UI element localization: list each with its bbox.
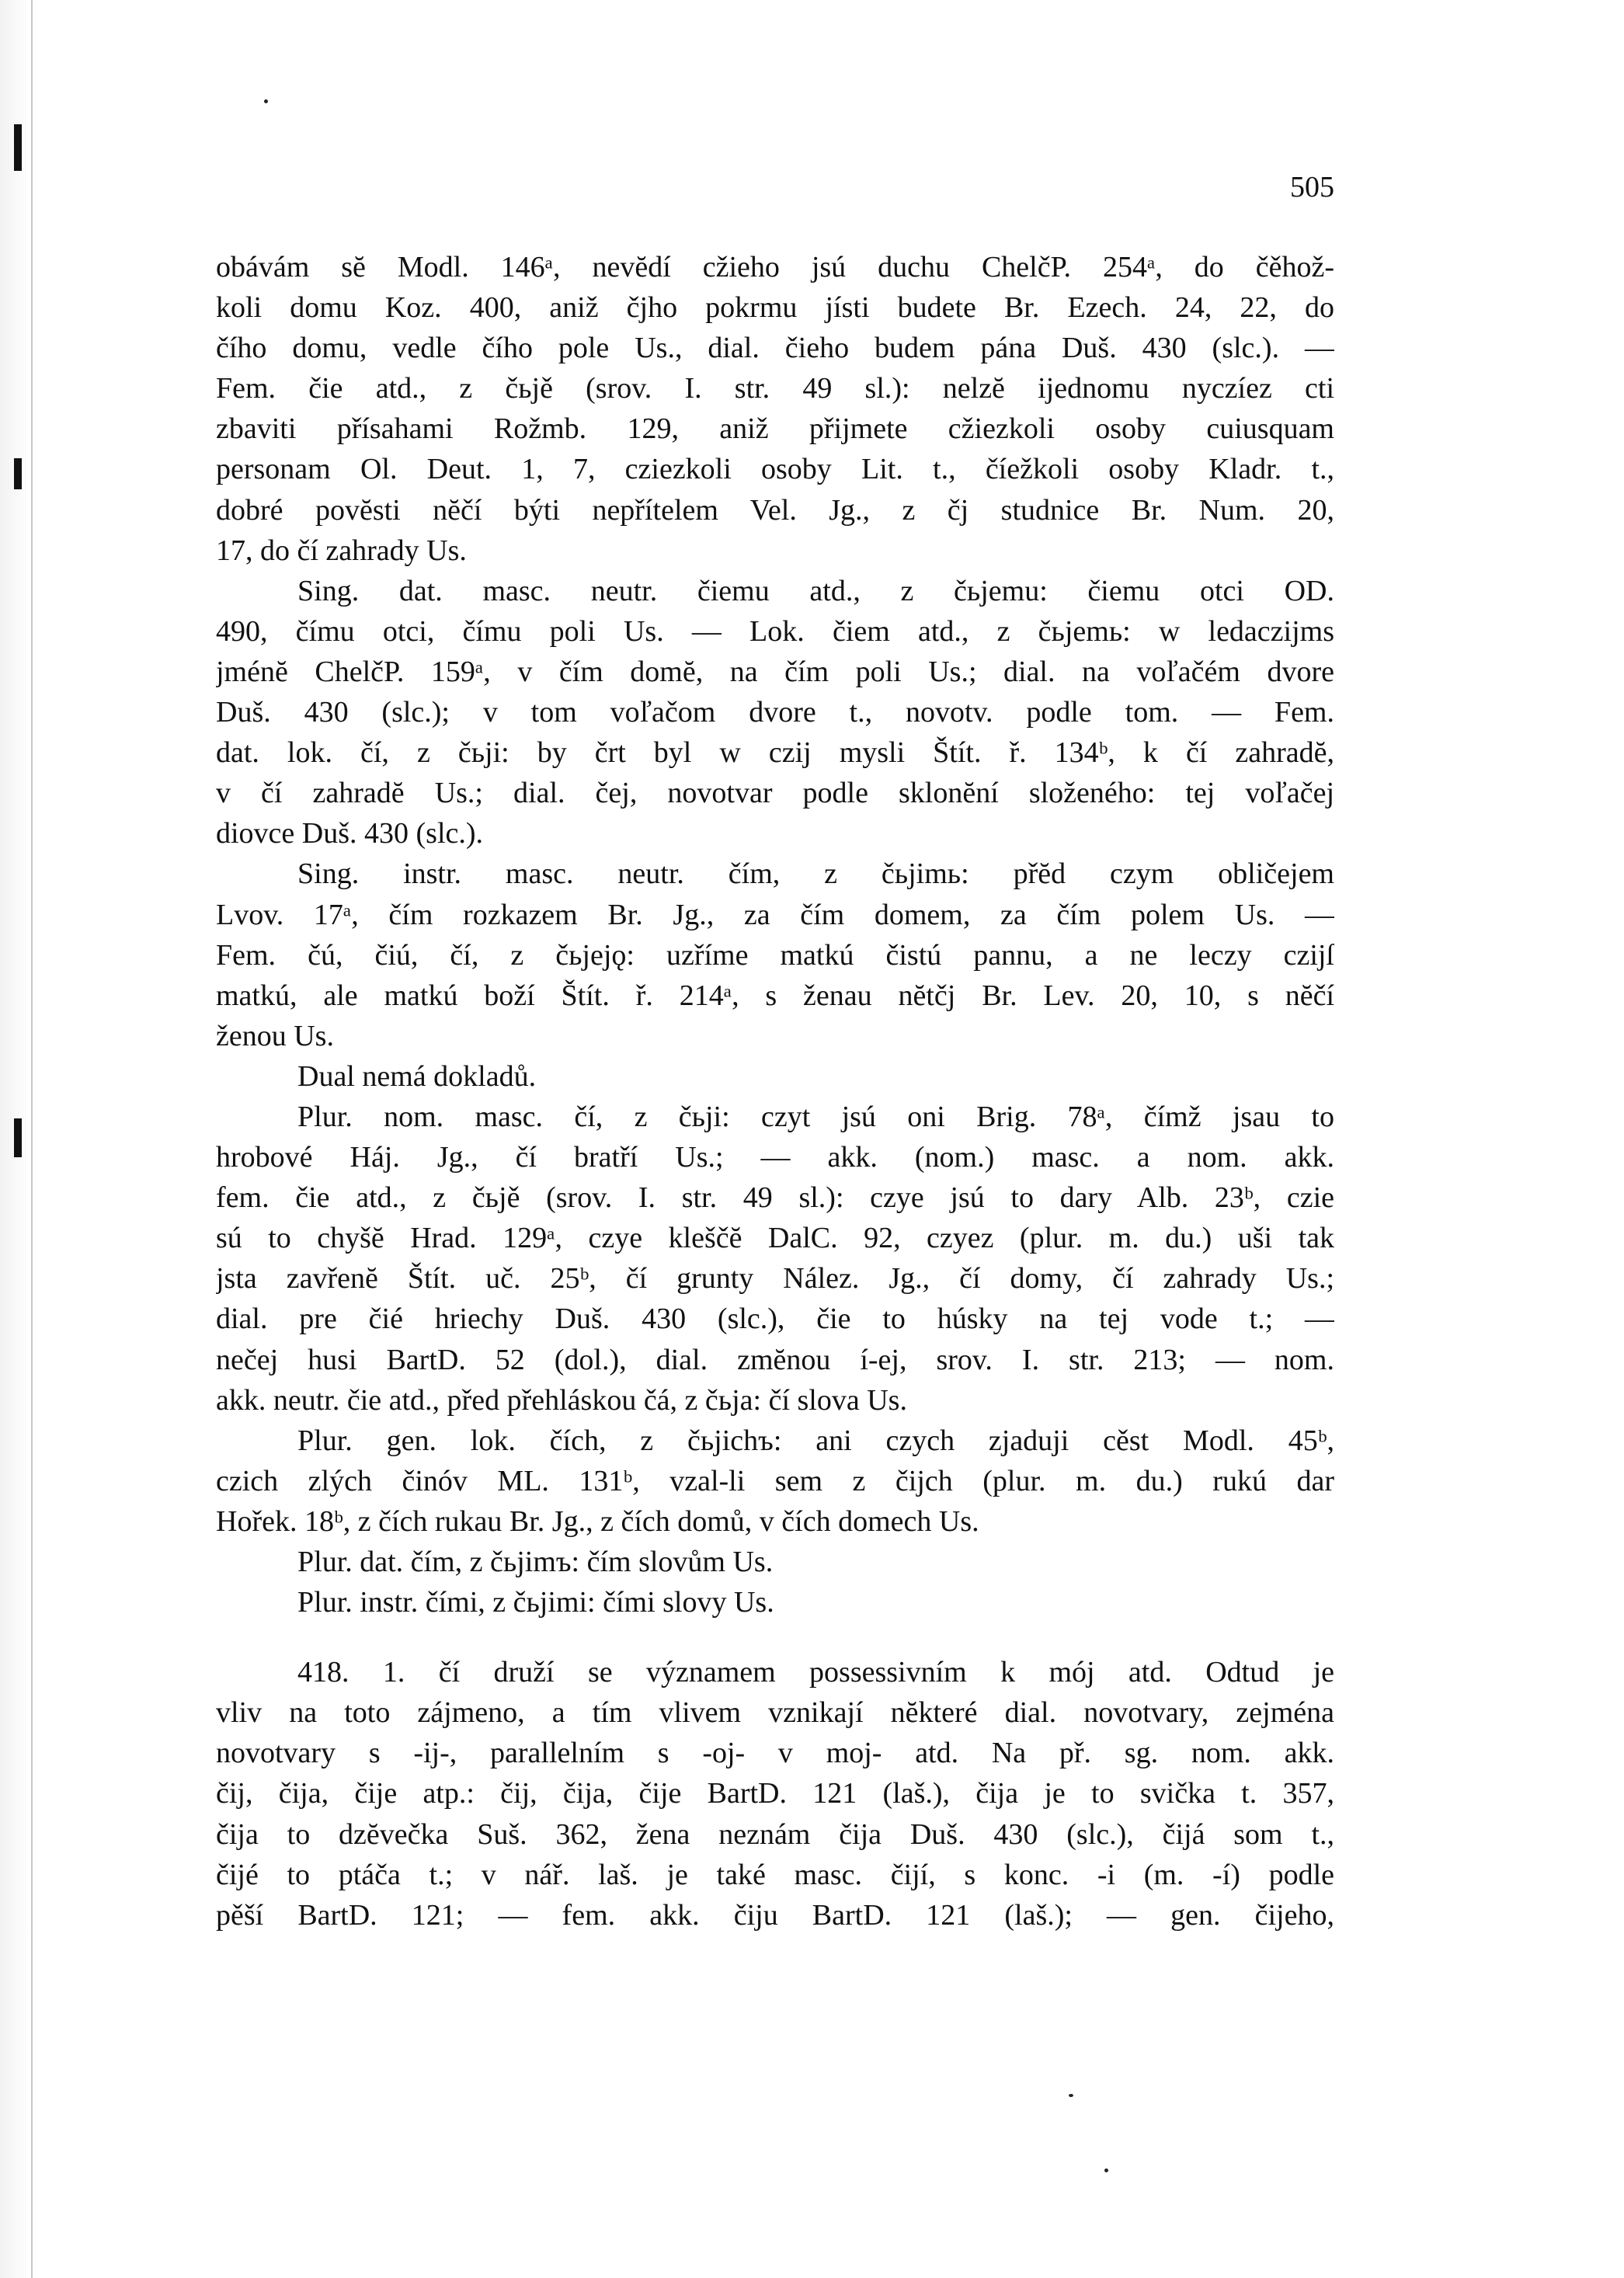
text-line: Fem. čie atd., z čьjě (srov. I. str. 49 sl.): nelzĕ ijednomu nyczíez cti — [216, 372, 1334, 405]
body-text — [216, 247, 1334, 1935]
binding-mark — [14, 1118, 22, 1157]
text-line: Plur. gen. lok. čích, z čьjichъ: ani czych zjaduji cěst Modl. 45ᵇ, — [297, 1424, 1334, 1457]
text-line: 418. 1. čí druží se významem possessivním k mój atd. Odtud je — [297, 1656, 1334, 1689]
page-number: 505 — [1290, 171, 1334, 203]
text-line: zbaviti přísahami Rožmb. 129, aniž přijmete cžiezkoli osoby cuiusquam — [216, 412, 1334, 446]
text-line: dobré povĕsti nĕčí býti nepřítelem Vel. Jg., z čj studnice Br. Num. 20, — [216, 493, 1334, 527]
speck — [264, 99, 268, 103]
text-line: pěší BartD. 121; — fem. akk. čiju BartD. 121 (laš.); — gen. čijeho, — [216, 1898, 1334, 1932]
text-line: obávám sĕ Modl. 146ᵃ, nevĕdí cžieho jsú duchu ChelčP. 254ᵃ, do čěhož- — [216, 251, 1334, 283]
binding-mark — [14, 458, 22, 489]
text-line: dial. pre čié hriechy Duš. 430 (slc.), čie to húsky na tej vode t.; — — [216, 1302, 1334, 1336]
text-line: 17, do čí zahrady Us. — [216, 534, 467, 567]
page-binding-edge — [0, 0, 33, 2278]
text-line: 490, čímu otci, čímu poli Us. — Lok. čiem atd., z čьjemь: w ledaczijms — [216, 614, 1334, 648]
text-line: ženou Us. — [216, 1019, 334, 1052]
text-line: akk. neutr. čie atd., před přehláskou čá, z čьja: čí slova Us. — [216, 1383, 907, 1417]
text-line: jsta zavřenĕ Štít. uč. 25ᵇ, čí grunty Nález. Jg., čí domy, čí zahrady Us.; — [216, 1262, 1334, 1296]
text-line: personam Ol. Deut. 1, 7, cziezkoli osoby Lit. t., číežkoli osoby Kladr. t., — [216, 453, 1334, 486]
text-line: čija to dzĕvečka Suš. 362, žena neznám čija Duš. 430 (slc.), čijá som t., — [216, 1817, 1334, 1851]
text-line: jménĕ ChelčP. 159ᵃ, v čím domĕ, na čím poli Us.; dial. na voľačém dvore — [216, 655, 1334, 688]
text-line: Dual nemá dokladů. — [297, 1059, 537, 1093]
text-line: Fem. čú, čiú, čí, z čьjejǫ: uzříme matkú čistú pannu, a ne leczy czijſ — [216, 938, 1334, 972]
text-line: sú to chyšĕ Hrad. 129ᵃ, czye kleščĕ DalC. 92, czyez (plur. m. du.) uši tak — [216, 1222, 1334, 1255]
text-line: Sing. dat. masc. neutr. čiemu atd., z čьjemu: čiemu otci OD. — [297, 574, 1334, 607]
text-line: Duš. 430 (slc.); v tom voľačom dvore t., novotv. podle tom. — Fem. — [216, 696, 1334, 729]
text-line: čijé to ptáča t.; v nář. laš. je také masc. čijí, s konc. -i (m. -í) podle — [216, 1858, 1334, 1891]
text-line: nečej husi BartD. 52 (dol.), dial. zmĕnou í-ej, srov. I. str. 213; — nom. — [216, 1343, 1334, 1376]
text-line: Plur. instr. čími, z čьjimi: čími slovy Us. — [297, 1586, 774, 1619]
text-line: čij, čija, čije atp.: čij, čija, čije BartD. 121 (laš.), čija je to svička t. 357, — [216, 1777, 1334, 1810]
text-line: novotvary s -ij-, parallelním s -oj- v moj- atd. Na př. sg. nom. akk. — [216, 1737, 1334, 1770]
speck — [1104, 2168, 1108, 2172]
binding-mark — [14, 124, 22, 171]
text-line: fem. čie atd., z čьjě (srov. I. str. 49 sl.): czye jsú to dary Alb. 23ᵇ, czie — [216, 1181, 1334, 1215]
text-line: Sing. instr. masc. neutr. čím, z čьjimь: přĕd czym obličejem — [297, 857, 1334, 891]
text-line: hrobové Háj. Jg., čí bratří Us.; — akk. (nom.) masc. a nom. akk. — [216, 1141, 1334, 1174]
text-line: diovce Duš. 430 (slc.). — [216, 817, 484, 850]
text-line: koli domu Koz. 400, aniž čjho pokrmu jísti budete Br. Ezech. 24, 22, do — [216, 291, 1334, 325]
text-line: Hořek. 18ᵇ, z čích rukau Br. Jg., z čích domů, v čích domech Us. — [216, 1504, 979, 1538]
text-line: matkú, ale matkú boží Štít. ř. 214ᵃ, s ženau nĕtčj Br. Lev. 20, 10, s nĕčí — [216, 979, 1334, 1012]
text-line: Plur. dat. čím, z čьjimъ: čím slovům Us. — [297, 1546, 774, 1578]
text-line: czich zlých činóv ML. 131ᵇ, vzal-li sem z čijch (plur. m. du.) rukú dar — [216, 1464, 1334, 1497]
text-line: dat. lok. čí, z čьji: by črt byl w czij mysli Štít. ř. 134ᵇ, k čí zahradĕ, — [216, 736, 1334, 770]
text-line: Plur. nom. masc. čí, z čьji: czyt jsú oni Brig. 78ᵃ, čímž jsau to — [297, 1100, 1334, 1133]
text-line: Lvov. 17ᵃ, čím rozkazem Br. Jg., za čím domem, za čím polem Us. — — [216, 898, 1334, 931]
speck — [1069, 2094, 1073, 2097]
text-line: v čí zahradĕ Us.; dial. čej, novotvar podle sklonĕní složeného: tej voľačej — [216, 777, 1334, 810]
text-line: čího domu, vedle čího pole Us., dial. čieho budem pána Duš. 430 (slc.). — — [216, 332, 1334, 365]
text-line: vliv na toto zájmeno, a tím vlivem vznikají nĕkteré dial. novotvary, zejména — [216, 1696, 1334, 1730]
